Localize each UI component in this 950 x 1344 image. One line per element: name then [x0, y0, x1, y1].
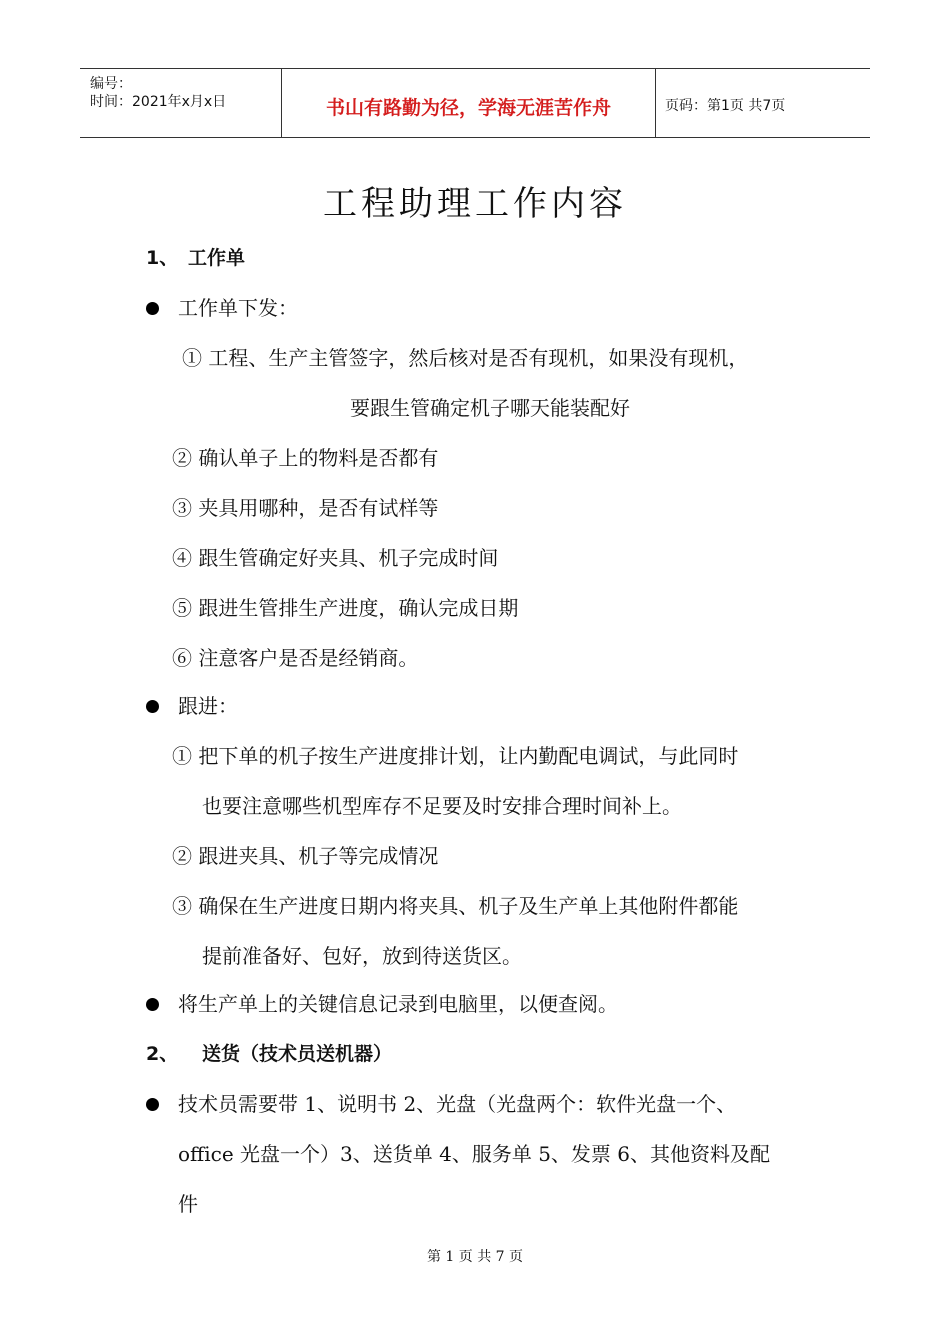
section1-number: 1、: [146, 247, 179, 269]
bullet-record-text: 将生产单上的关键信息记录到电脑里，以便查阅。: [178, 992, 618, 1016]
header-page-cell: [655, 69, 870, 137]
list-item: ⑤ 跟进生管排生产进度，确认完成日期: [172, 596, 519, 620]
page-footer: 第 1 页 共 7 页: [426, 1249, 524, 1265]
list-item: ④ 跟生管确定好夹具、机子完成时间: [172, 546, 499, 570]
page-title: 工程助理工作内容: [323, 184, 627, 224]
list-item: 提前准备好、包好，放到待送货区。: [202, 944, 522, 968]
paragraph-line: 件: [178, 1192, 198, 1216]
list-item: ③ 夹具用哪种，是否有试样等: [172, 496, 439, 520]
page-label: 页码：第1页 共7页: [665, 98, 786, 114]
paragraph-line: 技术员需要带 1、说明书 2、光盘（光盘两个：软件光盘一个、: [178, 1092, 737, 1116]
time-label: 时间：2021年x月x日: [90, 94, 227, 110]
section2-heading: 送货（技术员送机器）: [202, 1043, 393, 1065]
header-info-cell: [80, 69, 281, 137]
bullet-dot: [146, 700, 159, 713]
bullet-dot: [146, 302, 159, 315]
list-item: ① 把下单的机子按生产进度排计划，让内勤配电调试，与此同时: [172, 744, 739, 768]
bullet-dot: [146, 1098, 159, 1111]
paragraph-line: office 光盘一个）3、送货单 4、服务单 5、发票 6、其他资料及配: [178, 1142, 771, 1166]
number-label: 编号：: [90, 76, 132, 92]
list-item: ② 跟进夹具、机子等完成情况: [172, 844, 439, 868]
list-item: ③ 确保在生产进度日期内将夹具、机子及生产单上其他附件都能: [172, 894, 739, 918]
section1-heading: 工作单: [188, 247, 246, 269]
motto-text: 书山有路勤为径，学海无涯苦作舟: [325, 97, 611, 119]
list-item: ① 工程、生产主管签字，然后核对是否有现机，如果没有现机，: [182, 346, 749, 370]
bullet-dot: [146, 998, 159, 1011]
section2-number: 2、: [146, 1043, 179, 1065]
header-motto-cell: [281, 69, 656, 137]
list-item: ② 确认单子上的物料是否都有: [172, 446, 439, 470]
list-item: 也要注意哪些机型库存不足要及时安排合理时间补上。: [202, 794, 682, 818]
bullet-label-followup: 跟进：: [178, 694, 238, 718]
document-header: [80, 68, 870, 138]
list-item: 要跟生管确定机子哪天能装配好: [350, 396, 630, 420]
list-item: ⑥ 注意客户是否是经销商。: [172, 646, 419, 670]
bullet-label-dispatch: 工作单下发：: [178, 296, 298, 320]
